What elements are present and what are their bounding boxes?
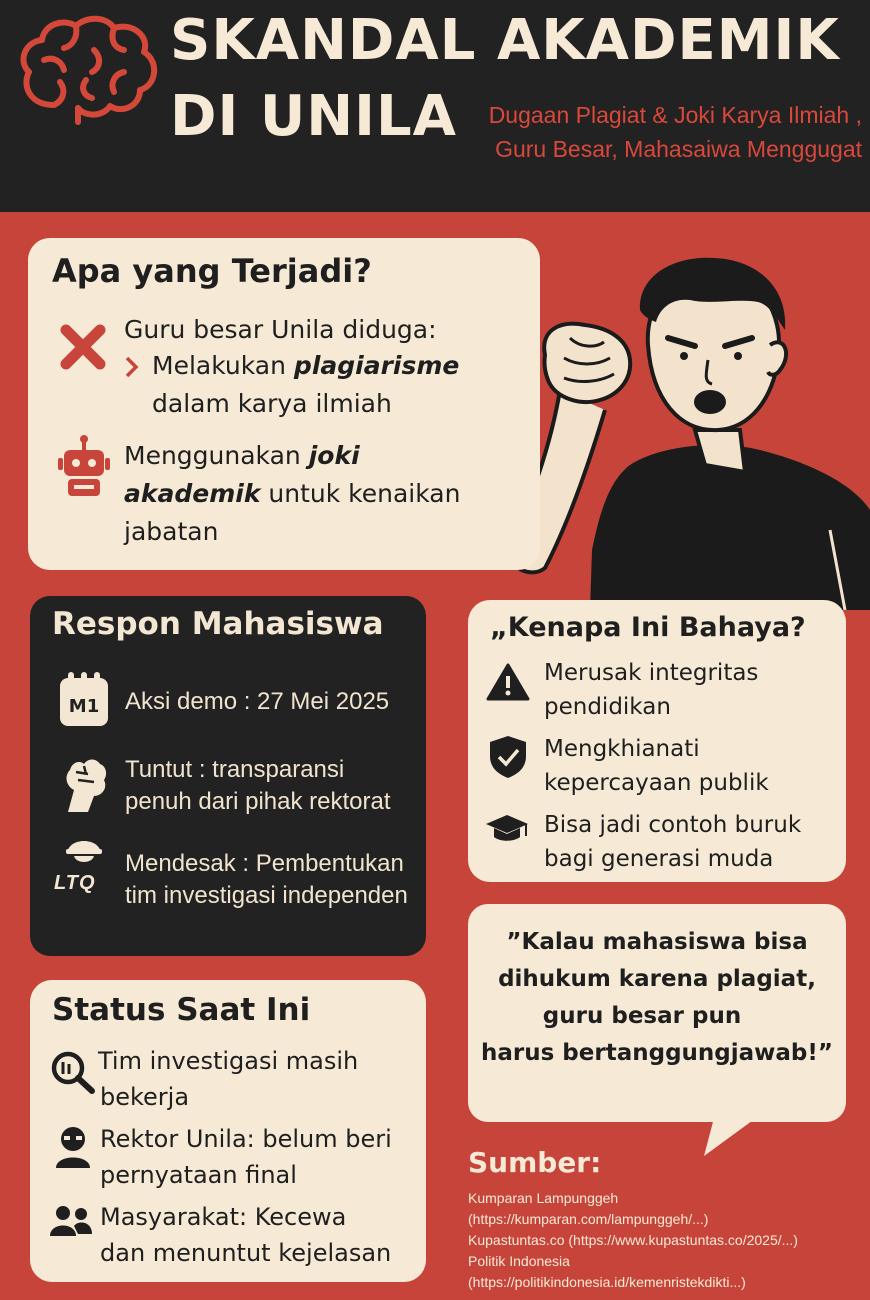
item1-line1: Guru besar Unila diduga: — [124, 315, 437, 344]
subtitle — [450, 98, 870, 166]
response-title: Respon Mahasiswa — [52, 606, 384, 642]
source-line1: Kumparan Lampunggeh — [468, 1190, 619, 1206]
quote-line1: ”Kalau mahasiswa bisa — [506, 929, 808, 955]
quote-line3: guru besar pun — [542, 1003, 742, 1029]
danger-item3-line2: bagi generasi muda — [544, 846, 774, 872]
investigator-icon — [54, 836, 114, 904]
item1-line2-emphasis: plagiarisme — [293, 351, 460, 380]
quote-line2: dihukum karena plagiat, — [498, 966, 816, 992]
sources-title: Sumber: — [468, 1146, 602, 1179]
item2-line3: jabatan — [124, 517, 219, 546]
response-item1: Aksi demo : 27 Mei 2025 — [125, 688, 390, 715]
item1-line2-pre: Melakukan — [152, 351, 294, 380]
danger-item2-line1: Mengkhianati — [544, 736, 700, 762]
source-line2: (https://kumparan.com/lampunggeh/...) — [468, 1211, 709, 1227]
status-title: Status Saat Ini — [52, 992, 311, 1028]
item1-line3: dalam karya ilmiah — [152, 389, 392, 418]
status-item3-line2: dan menuntut kejelasan — [100, 1239, 392, 1267]
calendar-icon-text: M1 — [68, 696, 100, 717]
quote-bubble-tail — [696, 1118, 756, 1158]
item2-line1 — [124, 438, 360, 474]
response-item2-line2: penuh dari pihak rektorat — [125, 788, 391, 815]
x-icon — [58, 322, 108, 372]
danger-item1-line1: Merusak integritas — [544, 660, 759, 686]
danger-item1-line2: pendidikan — [544, 694, 671, 720]
protester-illustration — [500, 250, 870, 610]
response-card — [30, 596, 426, 956]
robot-icon — [56, 434, 112, 500]
status-item1-line2: bekerja — [100, 1083, 190, 1111]
item2-line1-emphasis: joki — [308, 441, 360, 470]
item2-line2 — [124, 476, 460, 512]
brain-icon — [14, 10, 164, 130]
chevron-right-icon — [124, 355, 140, 379]
status-item1-line1: Tim investigasi masih — [98, 1047, 359, 1075]
danger-item2-line2: kepercayaan publik — [544, 770, 769, 796]
header-banner — [0, 0, 870, 212]
response-item2-line1: Tuntut : transparansi — [125, 756, 345, 783]
source-line3: Kupastuntas.co (https://www.kupastuntas.co/2025/...) — [468, 1232, 798, 1248]
sources-list — [468, 1188, 868, 1293]
item2-line2-emphasis: akademik — [124, 479, 261, 508]
response-item3-line1: Mendesak : Pembentukan — [125, 850, 404, 877]
status-item2-line2: pernyataan final — [100, 1161, 297, 1189]
people-icon — [48, 1204, 94, 1238]
danger-card — [468, 600, 846, 882]
response-item3-line2: tim investigasi independen — [125, 882, 408, 909]
source-line5: (https://politikindonesia.id/kemenristekdikti...) — [468, 1274, 746, 1290]
investigator-icon-text: LTQ — [54, 872, 96, 894]
calendar-icon — [60, 678, 108, 726]
danger-item3-line1: Bisa jadi contoh buruk — [544, 812, 802, 838]
item2-line1-pre: Menggunakan — [124, 441, 309, 470]
source-line4: Politik Indonesia — [468, 1253, 570, 1269]
subtitle-line-1: Dugaan Plagiat & Joki Karya Ilmiah , — [488, 102, 862, 128]
warning-icon — [486, 662, 530, 702]
status-item2-line1: Rektor Unila: belum beri — [100, 1125, 392, 1153]
what-happened-title: Apa yang Terjadi? — [52, 252, 372, 290]
shield-check-icon — [488, 734, 528, 780]
quote-bubble — [468, 904, 846, 1122]
subtitle-line-2: Guru Besar, Mahasaiwa Menggugat — [495, 136, 862, 162]
danger-title: „Kenapa Ini Bahaya? — [490, 612, 806, 643]
status-card — [30, 980, 426, 1282]
person-icon — [54, 1126, 92, 1168]
item1-line2 — [152, 348, 459, 384]
item2-line2-post: untuk kenaikan — [260, 479, 461, 508]
what-happened-card — [28, 238, 540, 570]
fist-icon — [58, 756, 110, 814]
status-item3-line1: Masyarakat: Kecewa — [100, 1203, 347, 1231]
search-icon — [50, 1050, 96, 1094]
graduation-cap-icon — [484, 812, 530, 844]
title-line-1: SKANDAL AKADEMIK — [170, 8, 840, 73]
quote-line4: harus bertanggungjawab!” — [481, 1040, 833, 1066]
title-line-2: DI UNILA — [170, 84, 458, 149]
